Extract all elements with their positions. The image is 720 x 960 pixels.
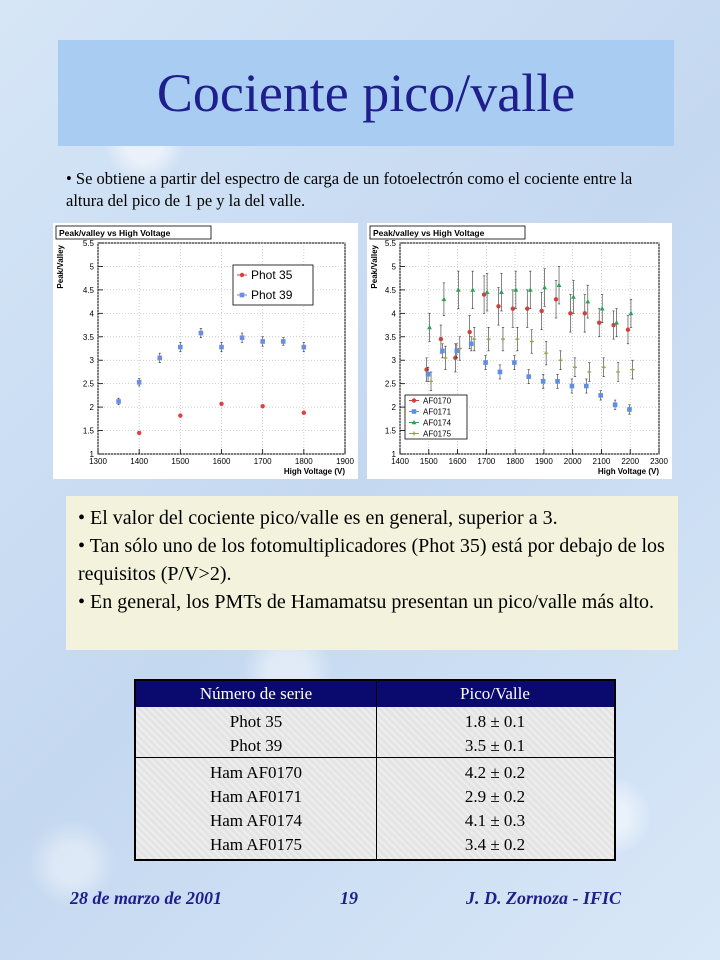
- plot-left: [53, 223, 358, 479]
- legend: [233, 265, 313, 305]
- chart-title: Peak/valley vs High Voltage: [373, 228, 485, 238]
- data-point: [597, 321, 601, 325]
- data-point: [199, 331, 204, 336]
- y-tick-label: 5.5: [82, 239, 94, 248]
- data-point: [137, 431, 141, 435]
- table-cell: Ham AF0175: [209, 835, 303, 854]
- y-tick-label: 3: [89, 356, 94, 366]
- data-point: [178, 345, 183, 350]
- legend-label: AF0175: [423, 429, 452, 439]
- data-point: [512, 360, 517, 365]
- data-point: [570, 384, 575, 389]
- legend-label: AF0171: [423, 407, 452, 417]
- bullet-2: • Tan sólo uno de los fotomultiplicadores (Phot 35) está por debajo de los requisitos (P/V>2).: [78, 535, 665, 585]
- y-tick-label: 3.5: [384, 332, 396, 342]
- data-point: [584, 384, 589, 389]
- x-tick-label: 1800: [294, 457, 313, 466]
- x-tick-label: 1700: [253, 457, 272, 466]
- data-point: [541, 379, 546, 384]
- results-table: [134, 679, 616, 861]
- footer-date: 28 de marzo de 2001: [70, 888, 222, 908]
- y-tick-label: 4.5: [384, 285, 396, 295]
- plot-right: [367, 223, 672, 479]
- y-tick-label: 1.5: [384, 426, 396, 436]
- x-tick-label: 1600: [448, 457, 467, 466]
- slide-title: Cociente pico/valle: [156, 63, 576, 123]
- data-point: [157, 356, 162, 361]
- data-point: [583, 311, 587, 315]
- footer-page-number: 19: [340, 888, 358, 908]
- data-point: [496, 304, 500, 308]
- x-axis-label: High Voltage (V): [597, 467, 659, 476]
- x-tick-label: 1400: [130, 457, 149, 466]
- y-tick-label: 5: [89, 262, 94, 272]
- table-cell: Ham AF0174: [209, 811, 303, 830]
- table-cell: 1.8 ± 0.1: [464, 712, 526, 731]
- chart-title: Peak/valley vs High Voltage: [59, 228, 171, 238]
- table-cell: 3.4 ± 0.2: [464, 835, 526, 854]
- y-tick-label: 4: [89, 309, 94, 319]
- y-tick-label: 1: [89, 450, 94, 459]
- y-tick-label: 5.5: [384, 239, 396, 248]
- data-point: [302, 345, 307, 350]
- legend-label: Phot 35: [251, 268, 293, 283]
- data-point: [467, 330, 471, 334]
- x-tick-label: 1800: [506, 457, 525, 466]
- bullet-3: • En general, los PMTs de Hamamatsu presentan un pico/valle más alto.: [78, 591, 655, 613]
- data-point: [412, 398, 416, 402]
- data-point: [219, 345, 224, 350]
- y-tick-label: 1.5: [82, 426, 94, 436]
- y-tick-label: 4.5: [82, 285, 94, 295]
- y-tick-label: 2: [391, 403, 396, 413]
- header-serial: Número de serie: [199, 684, 313, 703]
- bullet-box: [66, 496, 678, 650]
- y-tick-label: 3: [391, 356, 396, 366]
- data-point: [260, 404, 264, 408]
- plot-right-panel: [367, 223, 672, 479]
- y-tick-label: 2: [89, 403, 94, 413]
- data-point: [240, 273, 244, 277]
- table-cell: Phot 35: [229, 712, 283, 731]
- bullet-1: • El valor del cociente pico/valle es en general, superior a 3.: [78, 507, 558, 529]
- x-tick-label: 1300: [89, 457, 107, 466]
- data-point: [627, 407, 632, 412]
- y-axis-label: Peak/Valley: [370, 245, 379, 289]
- legend-label: Phot 39: [251, 288, 293, 303]
- title-banner: [58, 40, 674, 146]
- data-point: [498, 370, 503, 375]
- data-point: [219, 402, 223, 406]
- x-tick-label: 1700: [477, 457, 496, 466]
- data-point: [412, 409, 417, 414]
- table-cell: Phot 39: [229, 736, 283, 755]
- data-point: [455, 349, 460, 354]
- data-point: [137, 380, 142, 385]
- y-axis-label: Peak/Valley: [56, 245, 65, 289]
- footer-author: J. D. Zornoza - IFIC: [466, 888, 622, 908]
- header-ratio: Pico/Valle: [460, 684, 530, 703]
- data-point: [260, 339, 265, 344]
- x-tick-label: 1600: [212, 457, 231, 466]
- table-cell: 4.2 ± 0.2: [464, 763, 526, 782]
- x-tick-label: 1500: [419, 457, 438, 466]
- y-tick-label: 2.5: [82, 379, 94, 389]
- intro-text: • Se obtiene a partir del espectro de carga de un fotoelectrón como el cociente entre la altura del pico de 1 pe y la del valle.: [66, 169, 633, 210]
- table-header: [136, 681, 614, 707]
- data-point: [469, 342, 474, 347]
- data-point: [554, 297, 558, 301]
- data-point: [240, 335, 245, 340]
- plot-left-panel: [53, 223, 358, 479]
- data-point: [440, 349, 445, 354]
- legend-label: AF0170: [423, 396, 452, 406]
- y-tick-label: 4: [391, 309, 396, 319]
- data-point: [568, 311, 572, 315]
- data-point: [281, 339, 286, 344]
- x-tick-label: 2300: [650, 457, 668, 466]
- data-point: [426, 372, 431, 377]
- table-cell: Ham AF0170: [209, 763, 303, 782]
- data-point: [439, 337, 443, 341]
- x-tick-label: 2200: [621, 457, 640, 466]
- data-point: [302, 411, 306, 415]
- data-point: [539, 309, 543, 313]
- table-cell: 2.9 ± 0.2: [464, 787, 526, 806]
- data-point: [598, 393, 603, 398]
- x-tick-label: 2000: [563, 457, 582, 466]
- data-point: [526, 374, 531, 379]
- data-point: [178, 413, 182, 417]
- y-tick-label: 3.5: [82, 332, 94, 342]
- legend: [405, 395, 467, 439]
- x-tick-label: 1500: [171, 457, 190, 466]
- data-point: [240, 293, 245, 298]
- data-point: [626, 328, 630, 332]
- legend-label: AF0174: [423, 418, 452, 428]
- data-point: [116, 399, 121, 404]
- table-cell: 3.5 ± 0.1: [464, 736, 526, 755]
- x-tick-label: 1400: [391, 457, 409, 466]
- y-tick-label: 1: [391, 450, 396, 459]
- data-point: [555, 379, 560, 384]
- table-cell: Ham AF0171: [209, 787, 303, 806]
- y-tick-label: 5: [391, 262, 396, 272]
- x-axis-label: High Voltage (V): [283, 467, 345, 476]
- x-tick-label: 2100: [592, 457, 611, 466]
- x-tick-label: 1900: [534, 457, 553, 466]
- x-tick-label: 1900: [336, 457, 354, 466]
- table-cell: 4.1 ± 0.3: [464, 811, 526, 830]
- data-point: [511, 306, 515, 310]
- y-tick-label: 2.5: [384, 379, 396, 389]
- data-point: [483, 360, 488, 365]
- data-point: [525, 306, 529, 310]
- data-point: [613, 402, 618, 407]
